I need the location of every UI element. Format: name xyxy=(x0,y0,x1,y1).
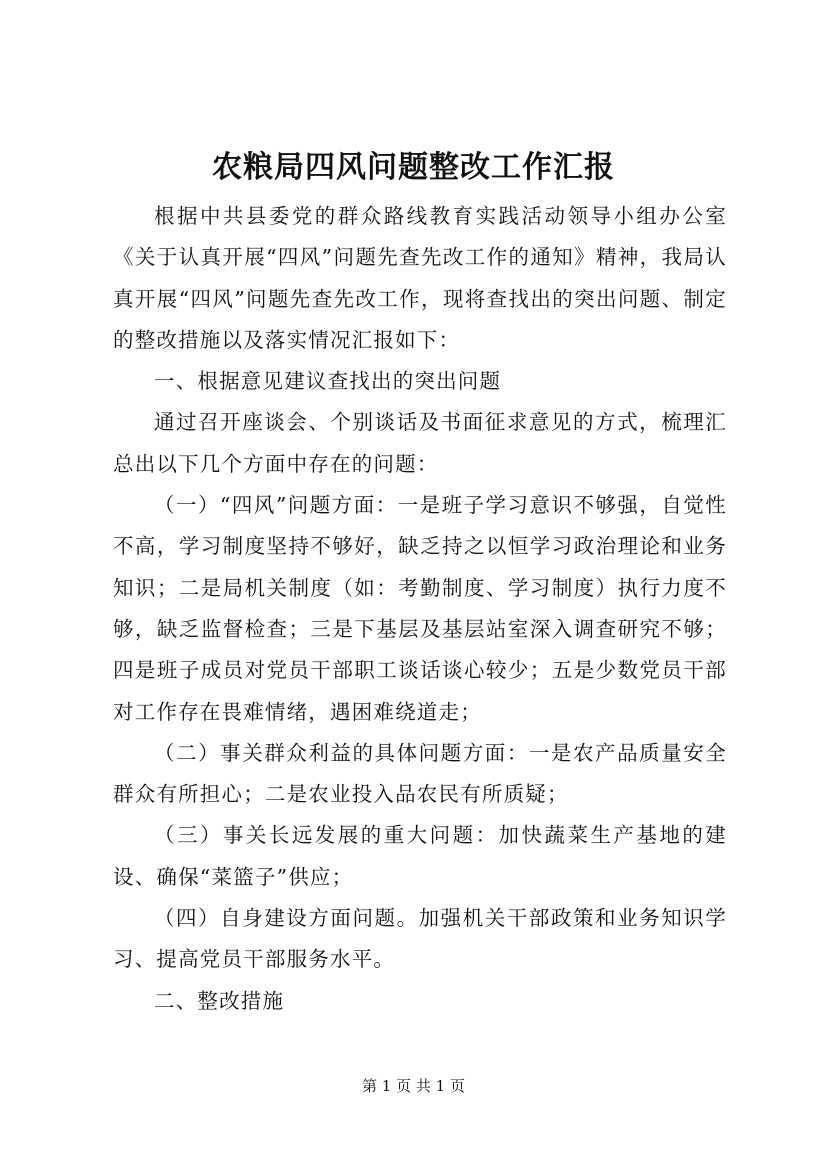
self-construction-paragraph: （四）自身建设方面问题。加强机关干部政策和业务知识学习、提高党员干部服务水平。 xyxy=(113,906,727,972)
page-number-footer: 第 1 页 共 1 页 xyxy=(362,1077,465,1095)
four-winds-paragraph: （一）“四风”问题方面：一是班子学习意识不够强，自觉性不高，学习制度坚持不够好，缺乏持之以恒学习政治理论和业务知识；二是局机关制度（如：考勤制度、学习制度）执行力度不够，缺乏监督检查；三是下基层及基层站室深入调查研究不够；四是班子成员对党员干部职工谈话谈心较少；五是少数党员干部对工作存在畏难情绪，遇困难绕道走； xyxy=(113,493,727,724)
intro-paragraph: 根据中共县委党的群众路线教育实践活动领导小组办公室《关于认真开展“四风”问题先查先改工作的通知》精神，我局认真开展“四风”问题先查先改工作，现将查找出的突出问题、制定的整改措施以及落实情况汇报如下： xyxy=(113,204,727,352)
section-heading-measures: 二、整改措施 xyxy=(154,988,285,1013)
document-title: 农粮局四风问题整改工作汇报 xyxy=(212,150,615,185)
method-paragraph: 通过召开座谈会、个别谈话及书面征求意见的方式，梳理汇总出以下几个方面中存在的问题： xyxy=(113,410,727,476)
document-body xyxy=(113,196,727,1022)
long-term-development-paragraph: （三）事关长远发展的重大问题：加快蔬菜生产基地的建设、确保“菜篮子”供应； xyxy=(113,823,727,889)
section-heading-problems: 一、根据意见建议查找出的突出问题 xyxy=(154,369,502,394)
public-interest-paragraph: （二）事关群众利益的具体问题方面：一是农产品质量安全群众有所担心；二是农业投入品农民有所质疑； xyxy=(113,740,727,807)
